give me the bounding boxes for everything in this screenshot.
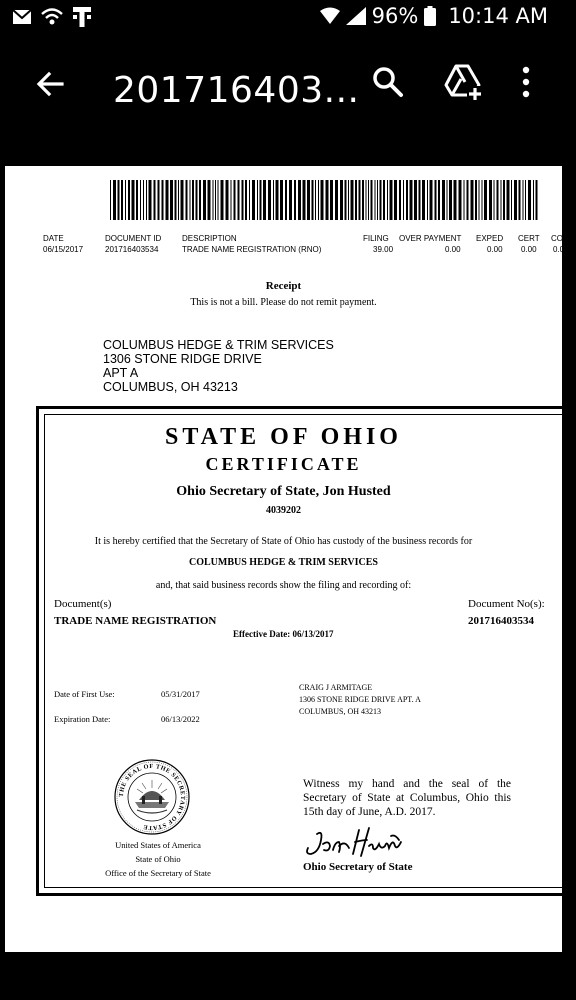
receipt-header-cert: CERT <box>518 234 540 243</box>
certificate-secretary: Ohio Secretary of State, Jon Husted <box>176 484 391 499</box>
carrier-t-icon <box>72 6 92 28</box>
certificate-records-text: and, that said business records show the filing and recording of: <box>155 580 412 591</box>
battery-icon <box>424 6 436 26</box>
issuing-country: United States of America <box>115 840 201 850</box>
signal-icon <box>346 7 366 25</box>
search-icon[interactable] <box>370 64 406 100</box>
signer-title: Ohio Secretary of State <box>303 861 413 873</box>
effective-date: Effective Date: 06/13/2017 <box>233 629 334 639</box>
receipt-header-co: CO <box>551 234 563 243</box>
receipt-cell-cert: 0.00 <box>521 245 537 254</box>
receipt-header-filing: FILING <box>363 234 389 243</box>
add-to-drive-icon[interactable] <box>443 62 483 102</box>
receipt-cell-description: TRADE NAME REGISTRATION (RNO) <box>182 245 322 254</box>
seal-icon <box>113 758 191 836</box>
receipt-cell-over-payment: 0.00 <box>445 245 461 254</box>
registrant-block <box>299 682 421 718</box>
wifi-icon <box>320 7 340 25</box>
receipt-header-document-id: DOCUMENT ID <box>105 234 162 243</box>
seal-text: THE SEAL OF THE SECRETARY OF STATE <box>117 762 187 832</box>
mail-icon <box>12 9 32 25</box>
first-use-value: 05/31/2017 <box>161 689 200 699</box>
expiration-label: Expiration Date: <box>54 714 111 724</box>
registrant-name: CRAIG J ARMITAGE <box>299 683 373 692</box>
signature-image <box>303 826 413 862</box>
document-title: 201716403... <box>113 70 360 111</box>
certificate-state: STATE OF OHIO <box>165 424 402 450</box>
issuing-office <box>93 838 223 880</box>
registrant-city: COLUMBUS, OH 43213 <box>299 707 382 716</box>
document-page[interactable] <box>5 166 565 952</box>
certificate <box>5 166 565 952</box>
documents-label: Document(s) <box>54 598 112 610</box>
certificate-company: COLUMBUS HEDGE & TRIM SERVICES <box>189 557 378 568</box>
notification-icons <box>12 6 92 28</box>
wifi-calling-icon <box>40 7 64 27</box>
witness-statement: Witness my hand and the seal of the Secretary of State at Columbus, Ohio this 15th day of June, A.D. 2017. <box>303 778 511 818</box>
receipt-header-description: DESCRIPTION <box>182 234 237 243</box>
receipt-note: This is not a bill. Please do not remit payment. <box>190 297 377 308</box>
certificate-heading: CERTIFICATE <box>205 454 362 474</box>
certificate-number: 4039202 <box>266 505 301 516</box>
receipt-cell-date: 06/15/2017 <box>43 245 84 254</box>
receipt-cell-co: 0.0 <box>553 245 565 254</box>
receipt-header-date: DATE <box>43 234 64 243</box>
address-line: COLUMBUS HEDGE & TRIM SERVICES <box>103 338 334 352</box>
status-bar <box>0 0 562 38</box>
address-line: COLUMBUS, OH 43213 <box>103 380 238 394</box>
battery-percent: 96% <box>371 4 419 28</box>
expiration-value: 06/13/2022 <box>161 714 200 724</box>
receipt-header-over-payment: OVER PAYMENT <box>399 234 462 243</box>
app-bar <box>0 38 562 148</box>
document-nos-label: Document No(s): <box>468 598 545 610</box>
back-arrow-icon[interactable] <box>30 64 70 104</box>
receipt-cell-document-id: 201716403534 <box>105 245 159 254</box>
receipt-header-exped: EXPED <box>476 234 504 243</box>
receipt-title: Receipt <box>265 280 302 292</box>
address-line: 1306 STONE RIDGE DRIVE <box>103 352 262 366</box>
issuing-office-name: Office of the Secretary of State <box>105 868 211 878</box>
receipt-cell-filing: 39.00 <box>373 245 394 254</box>
clock: 10:14 AM <box>448 4 548 28</box>
document-number: 201716403534 <box>468 615 534 627</box>
system-indicators <box>320 4 548 28</box>
address-line: APT A <box>103 366 139 380</box>
first-use-label: Date of First Use: <box>54 689 115 699</box>
certificate-certified-text: It is hereby certified that the Secretary of State of Ohio has custody of the business records for <box>94 536 473 547</box>
document-name: TRADE NAME REGISTRATION <box>54 615 217 627</box>
more-vert-icon[interactable] <box>514 62 538 102</box>
registrant-address: 1306 STONE RIDGE DRIVE APT. A <box>299 695 421 704</box>
issuing-state: State of Ohio <box>135 854 181 864</box>
receipt-cell-exped: 0.00 <box>487 245 503 254</box>
